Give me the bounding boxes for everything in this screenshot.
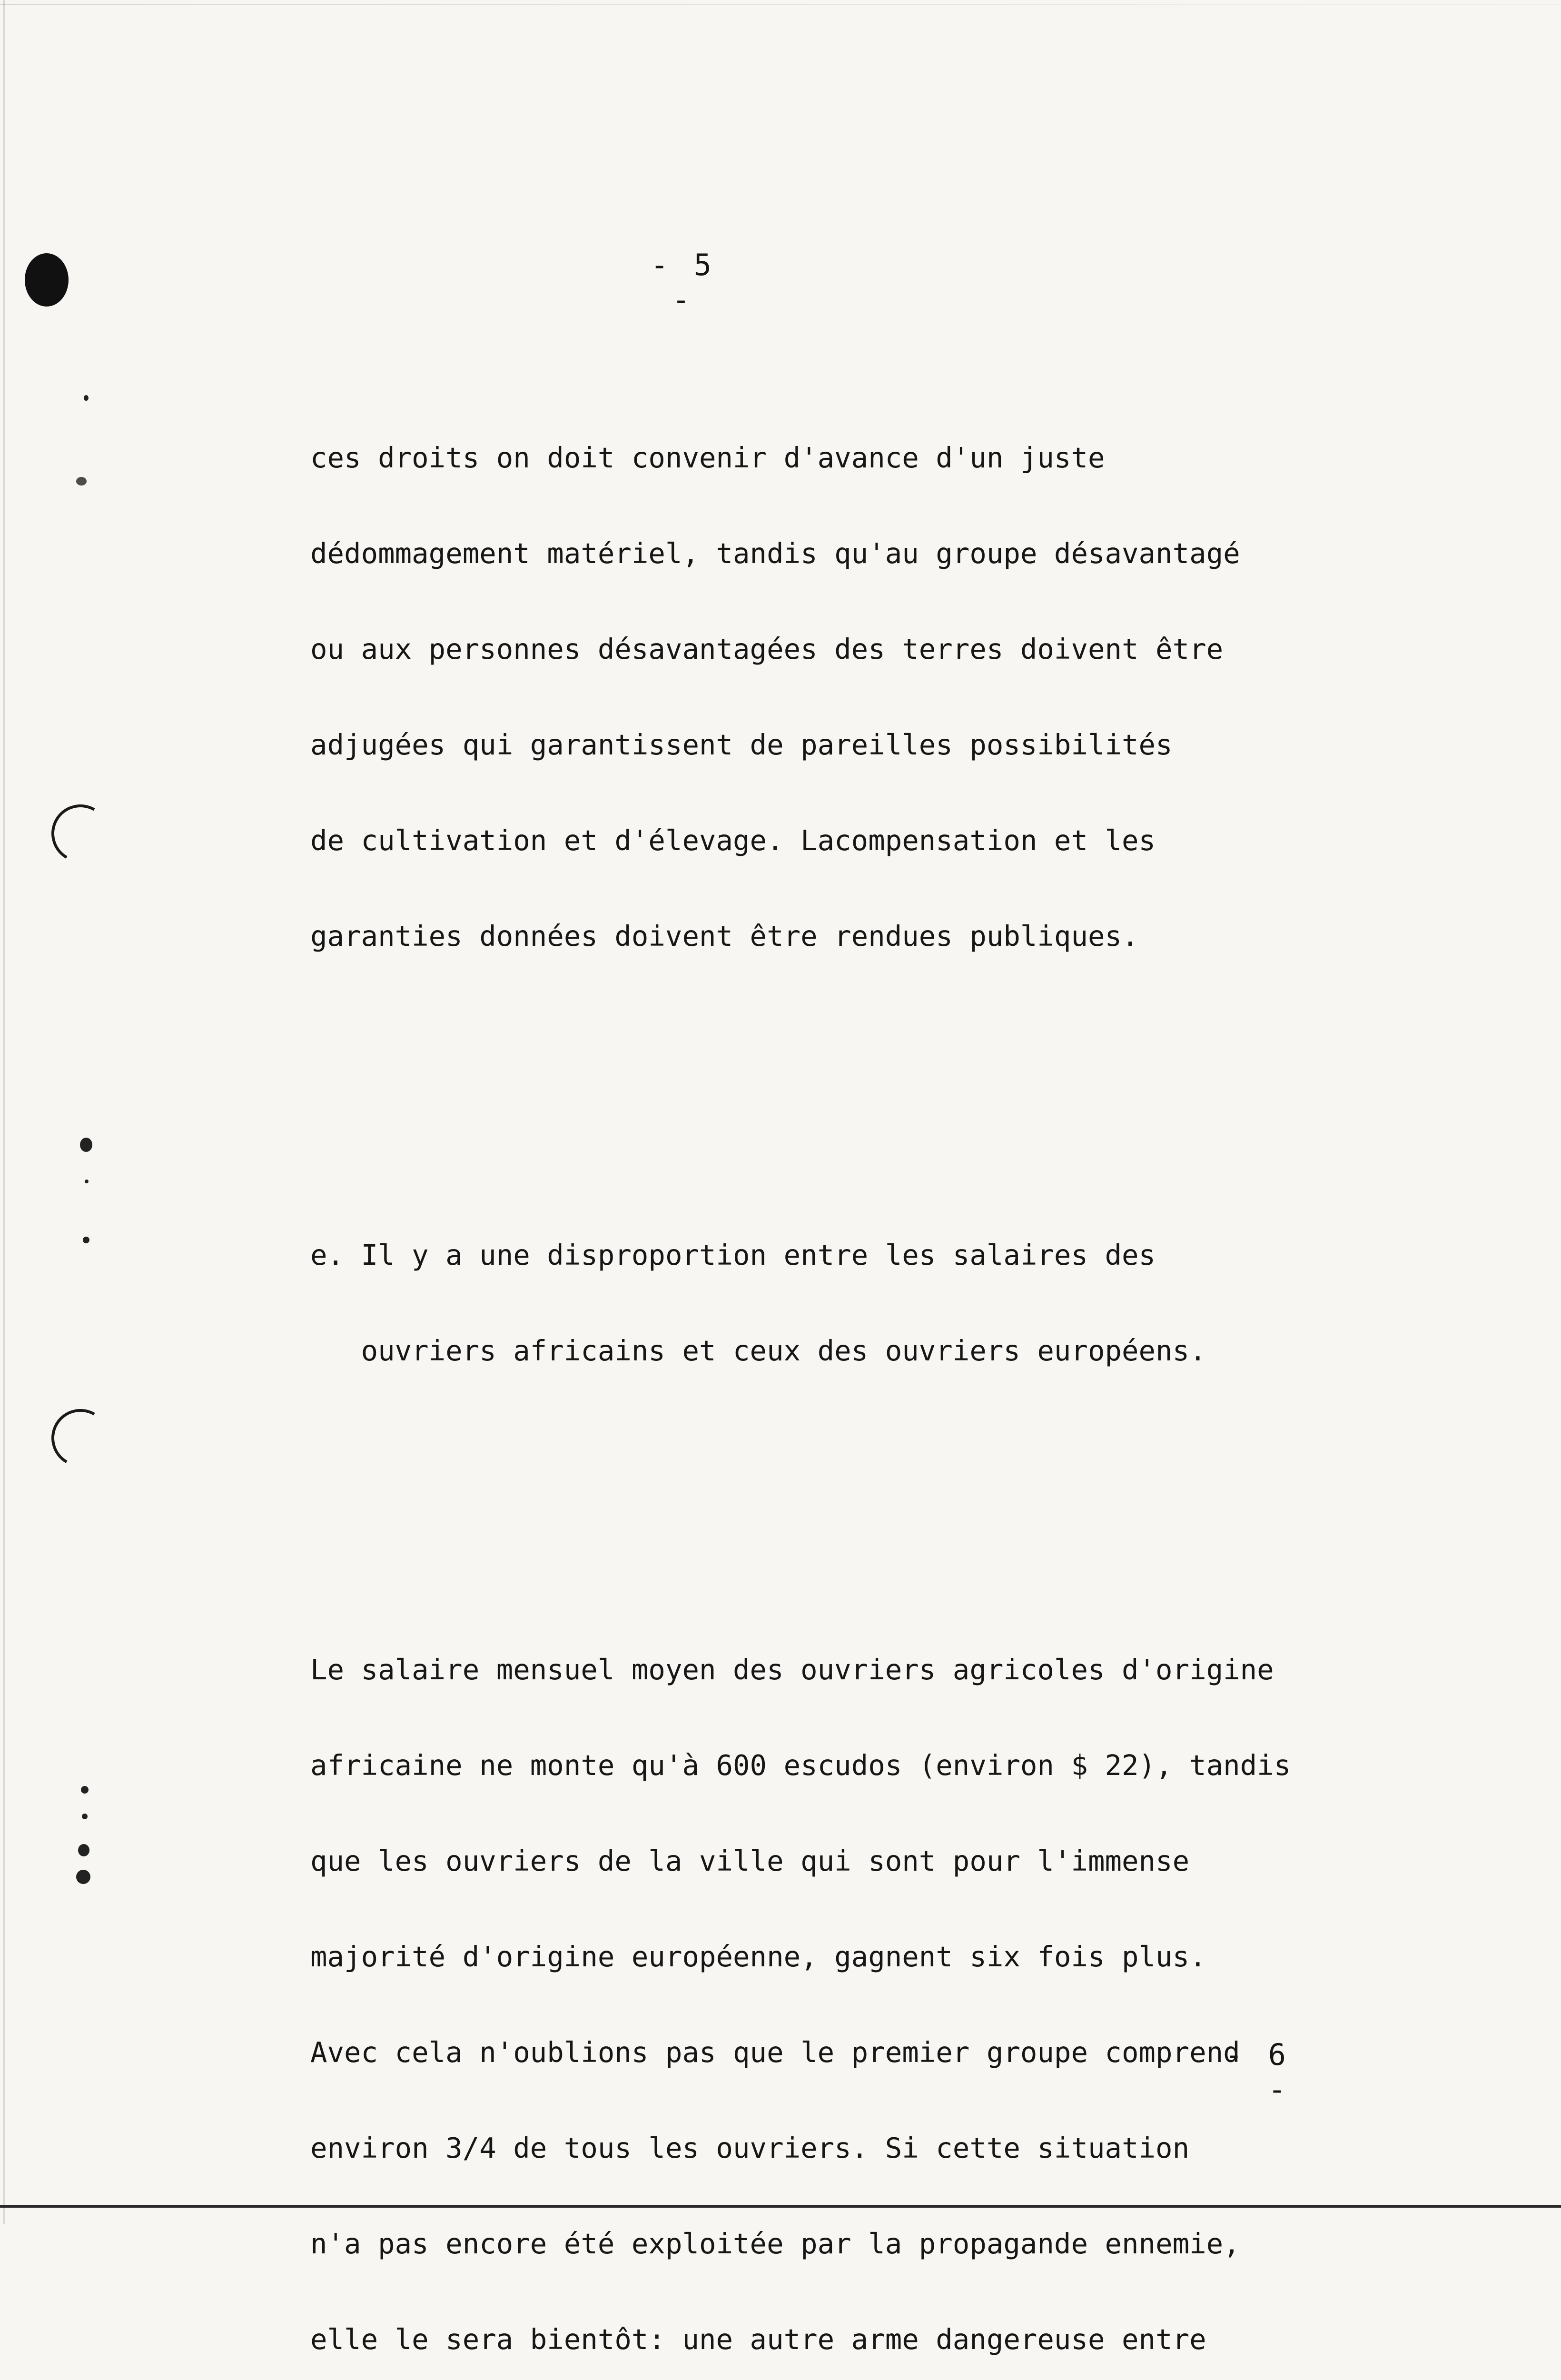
text-line: africaine ne monte qu'à 600 escudos (environ $ 22), tandis [310,1749,1291,1782]
document-body [310,314,1334,2380]
scan-speck [83,1237,89,1243]
text-line: ou aux personnes désavantagées des terres doivent être [310,633,1224,665]
scan-speck [78,1844,89,1856]
paragraph-land-compensation [310,378,1334,1016]
punch-hole-mark [25,253,69,307]
page-top-edge [0,4,1561,5]
text-line: Le salaire mensuel moyen des ouvriers agricoles d'origine [310,1653,1274,1686]
text-line: environ 3/4 de tous les ouvriers. Si cette situation [310,2132,1190,2164]
text-line: de cultivation et d'élevage. Lacompensation et les [310,824,1156,857]
text-line: dédommagement matériel, tandis qu'au groupe désavantagé [310,537,1240,570]
scan-speck [85,1180,89,1183]
scan-speck [81,1786,89,1794]
scan-speck [76,477,87,486]
list-item-e [310,1175,1334,1430]
text-line: ces droits on doit convenir d'avance d'un juste [310,441,1105,474]
page-number-top: - 5 - [651,248,715,317]
text-line: elle le sera bientôt: une autre arme dangereuse entre [310,2323,1206,2356]
text-line: e. Il y a une disproportion entre les salaires des [310,1239,1156,1271]
binder-ring-arc [45,798,116,869]
text-line: n'a pas encore été exploitée par la propagande ennemie, [310,2227,1240,2260]
scan-speck [82,1814,88,1819]
paragraph-gap [310,1494,1334,1526]
page-left-edge [3,0,5,2224]
paragraph-wage-disparity [310,1590,1334,2380]
paragraph-gap [310,1080,1334,1111]
text-line: majorité d'origine européenne, gagnent six fois plus. [310,1940,1206,1973]
scan-speck [76,1870,90,1884]
scan-speck [84,395,89,401]
text-line: ouvriers africains et ceux des ouvriers européens. [310,1334,1206,1367]
page-number-next: - 6 - [1225,2037,1290,2107]
text-line: Avec cela n'oublions pas que le premier groupe comprend [310,2036,1240,2069]
text-line: que les ouvriers de la ville qui sont pour l'immense [310,1844,1190,1877]
text-line: adjugées qui garantissent de pareilles possibilités [310,728,1173,761]
binder-ring-arc [45,1402,116,1473]
text-line: garanties données doivent être rendues publiques. [310,920,1139,952]
scan-speck [80,1138,92,1152]
